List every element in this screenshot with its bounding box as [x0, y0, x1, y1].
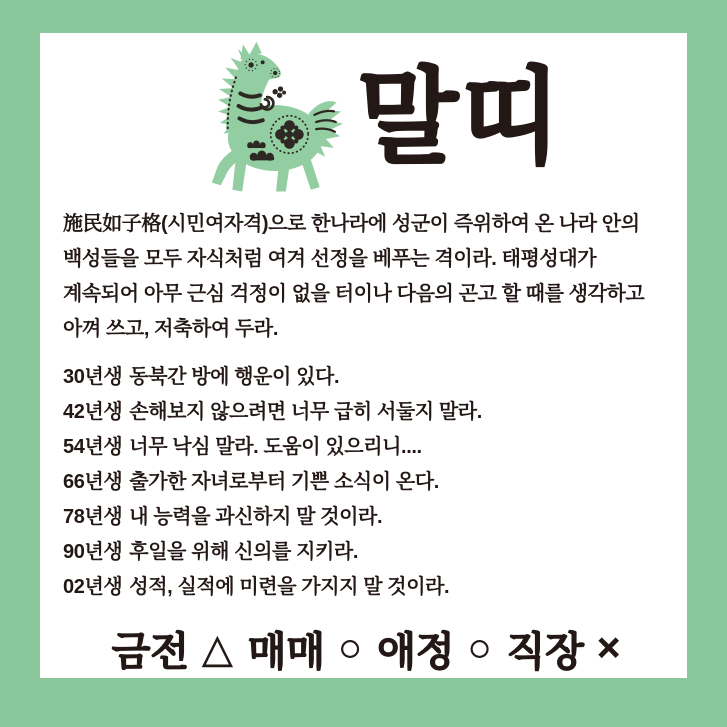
year-fortune-text: 후일을 위해 신의를 지키라. — [129, 541, 359, 563]
year-fortune-text: 동북간 방에 행운이 있다. — [129, 366, 340, 388]
fortune-card — [40, 33, 687, 678]
indicator-work — [507, 620, 621, 677]
horse-illustration-svg — [168, 40, 352, 196]
indicator-love — [377, 620, 491, 677]
birth-year: 42년생 — [63, 401, 123, 423]
year-fortune-list — [63, 360, 669, 605]
indicator-trade — [248, 620, 362, 677]
year-fortune-text: 출가한 자녀로부터 기쁜 소식이 온다. — [129, 471, 439, 493]
year-fortune-row — [63, 465, 669, 500]
indicator-label: 금전 — [111, 630, 189, 674]
birth-year: 66년생 — [63, 471, 123, 493]
birth-year: 30년생 — [63, 366, 123, 388]
intro-line: 계속되어 아무 근심 걱정이 없을 터이나 다음의 곤고 할 때를 생각하고 — [63, 283, 645, 305]
intro-line: 施民如子格(시민여자격)으로 한나라에 성군이 즉위하여 온 나라 안의 — [63, 213, 640, 235]
indicator-label: 매매 — [247, 630, 326, 674]
birth-year: 90년생 — [63, 541, 123, 563]
indicator-money — [112, 620, 233, 677]
fortune-indicator-row — [63, 620, 669, 677]
triangle-symbol-icon: △ — [201, 626, 233, 671]
circle-symbol-icon: ○ — [467, 626, 492, 670]
intro-line: 아껴 쓰고, 저축하여 두라. — [63, 318, 278, 340]
year-fortune-row — [63, 430, 669, 465]
birth-year: 02년생 — [63, 576, 123, 598]
birth-year: 54년생 — [63, 436, 123, 458]
horse-zodiac-icon — [168, 40, 352, 196]
circle-symbol-icon: ○ — [338, 626, 363, 670]
year-fortune-row — [63, 360, 669, 395]
year-fortune-text: 손해보지 않으려면 너무 급히 서둘지 말라. — [129, 401, 482, 423]
year-fortune-row — [63, 535, 669, 570]
year-fortune-text: 성적, 실적에 미련을 가지지 말 것이라. — [129, 576, 450, 598]
birth-year: 78년생 — [63, 506, 123, 528]
year-fortune-text: 너무 낙심 말라. 도움이 있으리니.... — [129, 436, 422, 458]
intro-line: 백성들을 모두 자식처럼 여겨 선정을 베푸는 격이라. 태평성대가 — [63, 248, 597, 270]
fortune-intro — [63, 207, 669, 347]
indicator-label: 애정 — [377, 630, 455, 674]
year-fortune-row — [63, 570, 669, 605]
x-symbol-icon: × — [596, 626, 621, 670]
year-fortune-row — [63, 500, 669, 535]
year-fortune-row — [63, 395, 669, 430]
year-fortune-text: 내 능력을 과신하지 말 것이라. — [129, 506, 383, 528]
indicator-label: 직장 — [506, 630, 584, 674]
zodiac-title: 말띠 — [357, 60, 565, 176]
header — [63, 39, 669, 197]
